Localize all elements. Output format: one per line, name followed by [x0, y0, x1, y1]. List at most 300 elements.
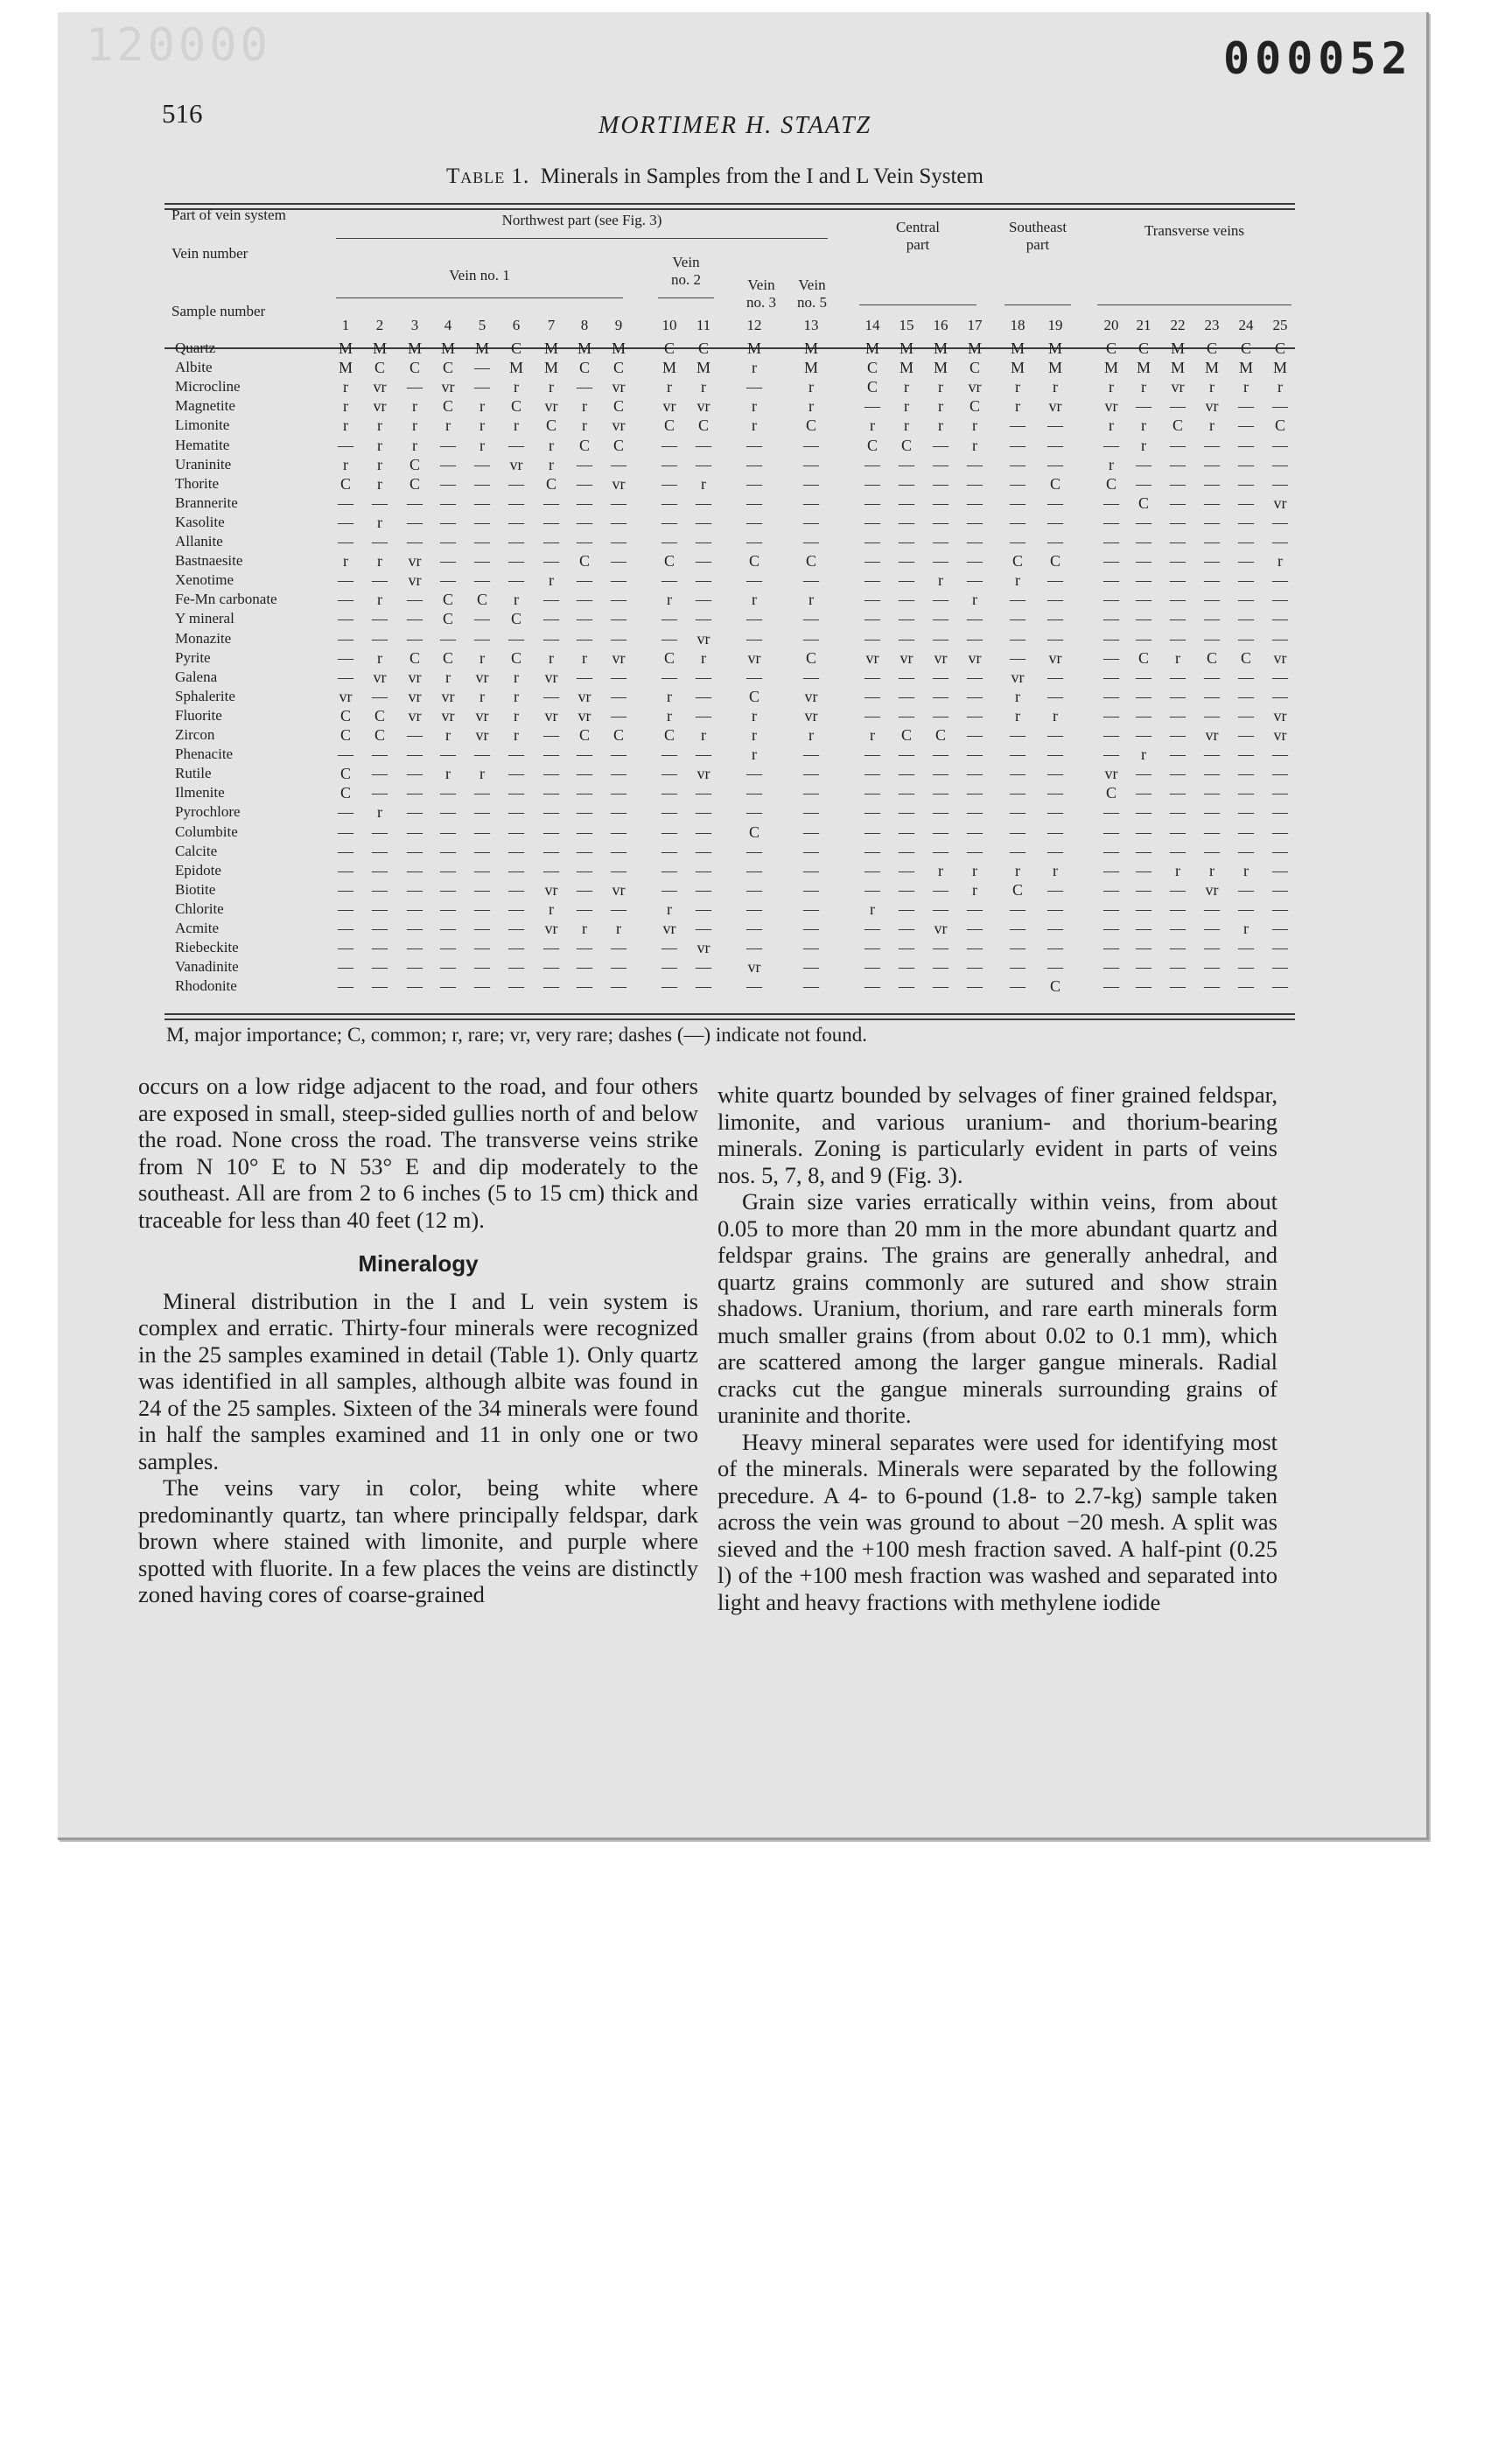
- table-cell: r: [752, 416, 757, 435]
- table-cell: r: [377, 552, 382, 570]
- table-cell: r: [514, 706, 519, 724]
- table-cell: —: [746, 784, 762, 802]
- table-cell: —: [1238, 416, 1254, 435]
- table-cell: r: [1243, 861, 1249, 879]
- table-cell: —: [543, 687, 559, 705]
- table-cell: C: [374, 726, 385, 744]
- table-cell: —: [1136, 803, 1152, 822]
- table-cell: —: [746, 977, 762, 996]
- table-cell: —: [1047, 513, 1063, 531]
- table-cell: r: [808, 726, 814, 744]
- table-cell: r: [549, 436, 554, 454]
- table-cell: —: [696, 822, 711, 841]
- table-cell: —: [1136, 822, 1152, 841]
- header-southeast-b: part: [1026, 236, 1050, 253]
- left-paragraph-1: occurs on a low ridge adjacent to the road, and four others are exposed in small, steep-sided gullies north of and below the road. None cross the road. The transverse veins strike from N 10° E to N 53° E and dip moderately to the southeast. All are from 2 to 6 inches (5 to 15 cm) thick and traceable for less than 40 feet (12 m).: [138, 1073, 698, 1233]
- table-cell: —: [474, 552, 490, 570]
- table-legend: M, major importance; C, common; r, rare; vr, very rare; dashes (—) indicate not found.: [166, 1024, 867, 1046]
- table-cell: —: [803, 513, 819, 531]
- table-cell: r: [412, 397, 417, 416]
- table-cell: r: [667, 378, 672, 396]
- table-cell: vr: [1104, 765, 1118, 783]
- table-cell: vr: [968, 648, 982, 667]
- document-id-stamp: 000052: [1223, 33, 1413, 84]
- left-paragraph-2: Mineral distribution in the I and L vein system is complex and erratic. Thirty-four minerals were recognized in the 25 samples examined in detail (Table 1). Only quartz was identified in all samples, although albite was found in 24 of the 25 samples. Sixteen of the 34 minerals were found in half the samples examined and 11 in only one or two samples.: [138, 1287, 698, 1474]
- table-cell: —: [577, 668, 592, 686]
- table-cell: —: [543, 977, 559, 996]
- sample-number: 25: [1272, 317, 1288, 333]
- sample-number: 6: [512, 317, 521, 333]
- table-cell: —: [899, 513, 914, 531]
- table-cell: vr: [696, 939, 710, 957]
- table-cell: r: [938, 571, 943, 590]
- table-cell: —: [508, 977, 524, 996]
- sample-number: 24: [1238, 317, 1254, 333]
- table-cell: —: [440, 784, 456, 802]
- table-cell: —: [746, 900, 762, 918]
- table-cell: —: [1272, 533, 1288, 550]
- table-cell: —: [933, 803, 948, 822]
- table-cell: —: [803, 920, 819, 937]
- table-cell: r: [1109, 455, 1114, 473]
- table-cell: r: [549, 378, 554, 396]
- table-cell: —: [696, 668, 711, 686]
- table-cell: —: [1103, 629, 1119, 648]
- table-cell: —: [1010, 726, 1026, 744]
- table-cell: r: [1278, 378, 1283, 396]
- table-cell: —: [933, 513, 948, 531]
- table-cell: —: [474, 803, 490, 822]
- table-cell: —: [933, 958, 948, 976]
- table-cell: —: [1272, 765, 1288, 783]
- table-cell: r: [938, 378, 943, 396]
- table-cell: C: [1012, 552, 1023, 570]
- table-cell: —: [474, 880, 490, 899]
- table-cell: —: [662, 861, 677, 879]
- table-cell: —: [543, 746, 559, 764]
- table-cell: —: [662, 513, 677, 531]
- table-cell: —: [338, 610, 354, 628]
- table-cell: vr: [544, 880, 558, 899]
- table-cell: —: [508, 803, 524, 822]
- table-cell: C: [697, 416, 709, 435]
- table-cell: —: [1170, 455, 1186, 473]
- table-cell: —: [611, 842, 626, 860]
- sample-number: 1: [341, 317, 350, 333]
- table-cell: —: [440, 842, 456, 860]
- table-cell: r: [445, 416, 451, 435]
- table-cell: —: [1010, 591, 1026, 609]
- table-cell: —: [662, 668, 677, 686]
- table-cell: —: [440, 513, 456, 531]
- table-cell: r: [1015, 861, 1020, 879]
- table-cell: —: [611, 861, 626, 879]
- table-cell: —: [372, 842, 388, 860]
- table-cell: —: [696, 784, 711, 802]
- table-cell: —: [933, 842, 948, 860]
- table-cell: —: [933, 455, 948, 473]
- table-cell: —: [933, 552, 948, 570]
- table-cell: r: [514, 591, 519, 609]
- table-cell: —: [1170, 746, 1186, 764]
- table-cell: —: [372, 920, 388, 937]
- table-cell: M: [474, 340, 489, 357]
- table-cell: —: [1136, 726, 1152, 744]
- table-cell: —: [864, 629, 880, 648]
- mineral-name: Xenotime: [175, 571, 234, 589]
- table-cell: —: [407, 533, 423, 550]
- table-cell: —: [696, 861, 711, 879]
- table-cell: —: [1136, 706, 1152, 724]
- table-cell: —: [1238, 474, 1254, 493]
- table-cell: —: [933, 765, 948, 783]
- table-cell: —: [474, 842, 490, 860]
- table-cell: r: [808, 378, 814, 396]
- table-cell: —: [899, 610, 914, 628]
- table-cell: vr: [373, 397, 387, 416]
- mineral-name: Biotite: [175, 880, 216, 898]
- table-cell: C: [442, 648, 453, 667]
- table-cell: —: [696, 571, 711, 590]
- table-cell: M: [440, 340, 455, 357]
- table-cell: M: [1103, 359, 1118, 377]
- table-cell: —: [577, 765, 592, 783]
- table-cell: r: [343, 397, 348, 416]
- table-cell: C: [578, 359, 590, 377]
- table-cell: vr: [934, 648, 948, 667]
- table-cell: —: [474, 977, 490, 996]
- table-cell: —: [1136, 861, 1152, 879]
- right-column: [718, 1082, 1278, 1615]
- table-cell: —: [1047, 436, 1063, 454]
- table-cell: —: [474, 494, 490, 512]
- table-cell: —: [508, 474, 524, 493]
- table-cell: —: [696, 706, 711, 724]
- table-cell: r: [938, 861, 943, 879]
- table-cell: —: [1272, 822, 1288, 841]
- table-cell: —: [1204, 436, 1220, 454]
- table-cell: —: [1136, 513, 1152, 531]
- table-cell: —: [1103, 571, 1119, 590]
- table-cell: vr: [747, 648, 761, 667]
- table-cell: —: [407, 746, 423, 764]
- table-cell: C: [578, 552, 590, 570]
- table-cell: vr: [934, 920, 948, 937]
- table-cell: —: [1170, 687, 1186, 705]
- table-cell: M: [338, 359, 353, 377]
- table-cell: —: [696, 436, 711, 454]
- table-cell: —: [1204, 610, 1220, 628]
- table-caption: [446, 164, 984, 189]
- table-cell: —: [1047, 958, 1063, 976]
- table-cell: M: [1170, 359, 1185, 377]
- table-cell: —: [611, 977, 626, 996]
- table-cell: —: [746, 880, 762, 899]
- mineral-name: Brannerite: [175, 494, 238, 511]
- table-cell: —: [1010, 842, 1026, 860]
- table-cell: —: [662, 455, 677, 473]
- table-cell: —: [1204, 842, 1220, 860]
- table-cell: —: [933, 687, 948, 705]
- table-cell: —: [611, 513, 626, 531]
- table-cell: —: [1103, 920, 1119, 937]
- table-cell: —: [967, 706, 983, 724]
- table-cell: C: [748, 552, 760, 570]
- table-cell: C: [340, 706, 351, 724]
- table-cell: —: [543, 513, 559, 531]
- table-cell: —: [864, 455, 880, 473]
- table-cell: —: [1010, 803, 1026, 822]
- table-cell: vr: [612, 474, 626, 493]
- mineral-name: Chlorite: [175, 900, 224, 917]
- table-cell: —: [933, 629, 948, 648]
- table-cell: —: [577, 900, 592, 918]
- table-cell: vr: [1048, 648, 1062, 667]
- table-cell: C: [866, 359, 878, 377]
- table-cell: —: [899, 455, 914, 473]
- table-cell: r: [377, 455, 382, 473]
- table-bottom-rule-2: [164, 1018, 1295, 1020]
- table-cell: —: [1010, 436, 1026, 454]
- sample-number: 3: [410, 317, 419, 333]
- table-cell: —: [1272, 474, 1288, 493]
- table-cell: —: [1010, 784, 1026, 802]
- table-cell: —: [967, 958, 983, 976]
- table-cell: —: [1103, 533, 1119, 550]
- table-cell: —: [508, 939, 524, 957]
- table-cell: —: [1010, 494, 1026, 512]
- table-cell: —: [577, 629, 592, 648]
- table-cell: —: [611, 533, 626, 550]
- table-cell: vr: [544, 706, 558, 724]
- table-cell: C: [612, 359, 624, 377]
- table-cell: —: [1136, 687, 1152, 705]
- table-cell: —: [864, 687, 880, 705]
- table-cell: —: [1238, 822, 1254, 841]
- table-cell: C: [866, 436, 878, 454]
- table-cell: —: [1103, 939, 1119, 957]
- table-cell: vr: [1171, 378, 1185, 396]
- table-cell: —: [611, 552, 626, 570]
- table-cell: —: [803, 668, 819, 686]
- header-vein3-b: no. 3: [746, 294, 776, 311]
- table-cell: —: [1204, 784, 1220, 802]
- table-cell: —: [474, 746, 490, 764]
- table-cell: —: [1204, 591, 1220, 609]
- table-cell: —: [1136, 474, 1152, 493]
- table-cell: —: [967, 610, 983, 628]
- mineral-name: Fe-Mn carbonate: [175, 591, 277, 608]
- table-cell: —: [1103, 861, 1119, 879]
- table-cell: —: [508, 822, 524, 841]
- table-cell: —: [372, 687, 388, 705]
- table-cell: —: [1170, 610, 1186, 628]
- table-cell: C: [612, 397, 624, 416]
- table-cell: r: [480, 416, 485, 435]
- table-cell: —: [803, 958, 819, 976]
- table-cell: —: [1204, 474, 1220, 493]
- table-cell: vr: [865, 648, 879, 667]
- table-cell: vr: [544, 920, 558, 937]
- right-paragraph-2: Grain size varies erratically within veins, from about 0.05 to more than 20 mm in the more abundant quartz and feldspar grains. The grains are generally anhedral, and quartz grains commonly are sutured and show strain shadows. Uranium, thorium, and rare earth minerals form much smaller grains (from about 0.02 to 0.1 mm), which are scattered among the larger gangue minerals. Radial cracks cut the gangue minerals surrounding grains of uraninite and thorite.: [718, 1188, 1278, 1428]
- table-cell: —: [577, 842, 592, 860]
- table-cell: M: [1136, 359, 1151, 377]
- table-cell: r: [377, 513, 382, 531]
- table-cell: —: [899, 977, 914, 996]
- table-cell: C: [1105, 340, 1116, 357]
- table-cell: vr: [662, 397, 676, 416]
- table-cell: —: [899, 552, 914, 570]
- table-cell: r: [514, 416, 519, 435]
- table-cell: —: [967, 784, 983, 802]
- table-cell: r: [514, 668, 519, 686]
- table-cell: —: [696, 591, 711, 609]
- table-cell: vr: [900, 648, 914, 667]
- table-cell: vr: [544, 397, 558, 416]
- table-cell: —: [407, 784, 423, 802]
- table-cell: C: [409, 455, 420, 473]
- table-cell: vr: [441, 378, 455, 396]
- table-cell: —: [1204, 552, 1220, 570]
- table-cell: —: [662, 610, 677, 628]
- table-cell: —: [662, 571, 677, 590]
- table-cell: —: [338, 977, 354, 996]
- table-cell: —: [1272, 958, 1288, 976]
- table-cell: r: [480, 648, 485, 667]
- table-cell: —: [1238, 842, 1254, 860]
- table-cell: —: [577, 880, 592, 899]
- table-cell: —: [1272, 591, 1288, 609]
- table-cell: —: [864, 880, 880, 899]
- table-cell: —: [407, 591, 423, 609]
- table-cell: —: [1204, 920, 1220, 937]
- table-cell: M: [1170, 340, 1185, 357]
- table-cell: —: [508, 571, 524, 590]
- table-cell: —: [1136, 920, 1152, 937]
- table-cell: r: [870, 416, 875, 435]
- table-cell: r: [1209, 378, 1214, 396]
- table-cell: —: [1272, 880, 1288, 899]
- table-cell: —: [372, 880, 388, 899]
- table-cell: C: [442, 359, 453, 377]
- table-cell: —: [1010, 958, 1026, 976]
- table-cell: r: [972, 591, 977, 609]
- table-cell: r: [377, 803, 382, 822]
- table-cell: —: [1272, 687, 1288, 705]
- table-cell: —: [474, 571, 490, 590]
- table-cell: —: [1272, 803, 1288, 822]
- table-cell: M: [407, 340, 422, 357]
- table-cell: r: [343, 416, 348, 435]
- table-cell: —: [372, 900, 388, 918]
- table-cell: C: [442, 591, 453, 609]
- table-cell: —: [611, 455, 626, 473]
- table-cell: r: [1053, 706, 1058, 724]
- table-cell: —: [803, 880, 819, 899]
- table-cell: —: [1047, 494, 1063, 512]
- table-cell: —: [577, 803, 592, 822]
- table-cell: —: [1010, 900, 1026, 918]
- sample-number: 20: [1103, 317, 1119, 333]
- table-cell: r: [480, 765, 485, 783]
- table-cell: —: [967, 746, 983, 764]
- table-cell: —: [899, 591, 914, 609]
- table-cell: —: [1010, 610, 1026, 628]
- sample-number: 10: [662, 317, 677, 333]
- table-cell: —: [899, 958, 914, 976]
- table-cell: r: [752, 746, 757, 764]
- table-cell: —: [1136, 880, 1152, 899]
- table-cell: —: [1238, 494, 1254, 512]
- mineral-name: Fluorite: [175, 706, 222, 724]
- table-cell: —: [407, 803, 423, 822]
- table-cell: —: [967, 474, 983, 493]
- sample-number: 12: [746, 317, 762, 333]
- table-cell: vr: [804, 687, 818, 705]
- table-cell: —: [1204, 900, 1220, 918]
- table-cell: —: [899, 533, 914, 550]
- table-cell: —: [1047, 842, 1063, 860]
- table-cell: —: [407, 939, 423, 957]
- table-cell: r: [1109, 416, 1114, 435]
- table-cell: r: [582, 648, 587, 667]
- table-cell: —: [1103, 648, 1119, 667]
- table-cell: —: [474, 610, 490, 628]
- table-cell: —: [1103, 746, 1119, 764]
- table-cell: —: [899, 842, 914, 860]
- table-cell: —: [543, 494, 559, 512]
- table-cell: —: [1272, 668, 1288, 686]
- table-cell: —: [1170, 822, 1186, 841]
- table-cell: —: [338, 880, 354, 899]
- table-cell: C: [1206, 340, 1217, 357]
- page-number: 516: [162, 98, 203, 129]
- table-cell: —: [1103, 880, 1119, 899]
- table-cell: —: [1272, 977, 1288, 996]
- table-cell: —: [1010, 939, 1026, 957]
- table-cell: —: [803, 861, 819, 879]
- table-cell: —: [1136, 958, 1152, 976]
- table-cell: —: [899, 571, 914, 590]
- table-cell: —: [474, 822, 490, 841]
- table-cell: —: [1047, 591, 1063, 609]
- table-cell: —: [1238, 746, 1254, 764]
- table-cell: C: [612, 726, 624, 744]
- table-cell: —: [746, 861, 762, 879]
- table-cell: r: [549, 900, 554, 918]
- table-cell: —: [474, 629, 490, 648]
- table-cell: —: [746, 436, 762, 454]
- table-cell: —: [1047, 687, 1063, 705]
- table-cell: —: [696, 842, 711, 860]
- table-cell: —: [899, 474, 914, 493]
- table-cell: —: [864, 784, 880, 802]
- table-cell: vr: [1205, 397, 1219, 416]
- table-cell: —: [899, 746, 914, 764]
- table-cell: —: [611, 822, 626, 841]
- sample-number: 8: [580, 317, 589, 333]
- table-cell: —: [543, 610, 559, 628]
- sample-number: 18: [1010, 317, 1026, 333]
- table-cell: —: [508, 746, 524, 764]
- table-cell: C: [340, 765, 351, 783]
- table-cell: —: [1204, 533, 1220, 550]
- table-cell: —: [543, 629, 559, 648]
- table-cell: —: [899, 803, 914, 822]
- table-cell: —: [440, 822, 456, 841]
- table-cell: —: [967, 533, 983, 550]
- table-cell: —: [577, 494, 592, 512]
